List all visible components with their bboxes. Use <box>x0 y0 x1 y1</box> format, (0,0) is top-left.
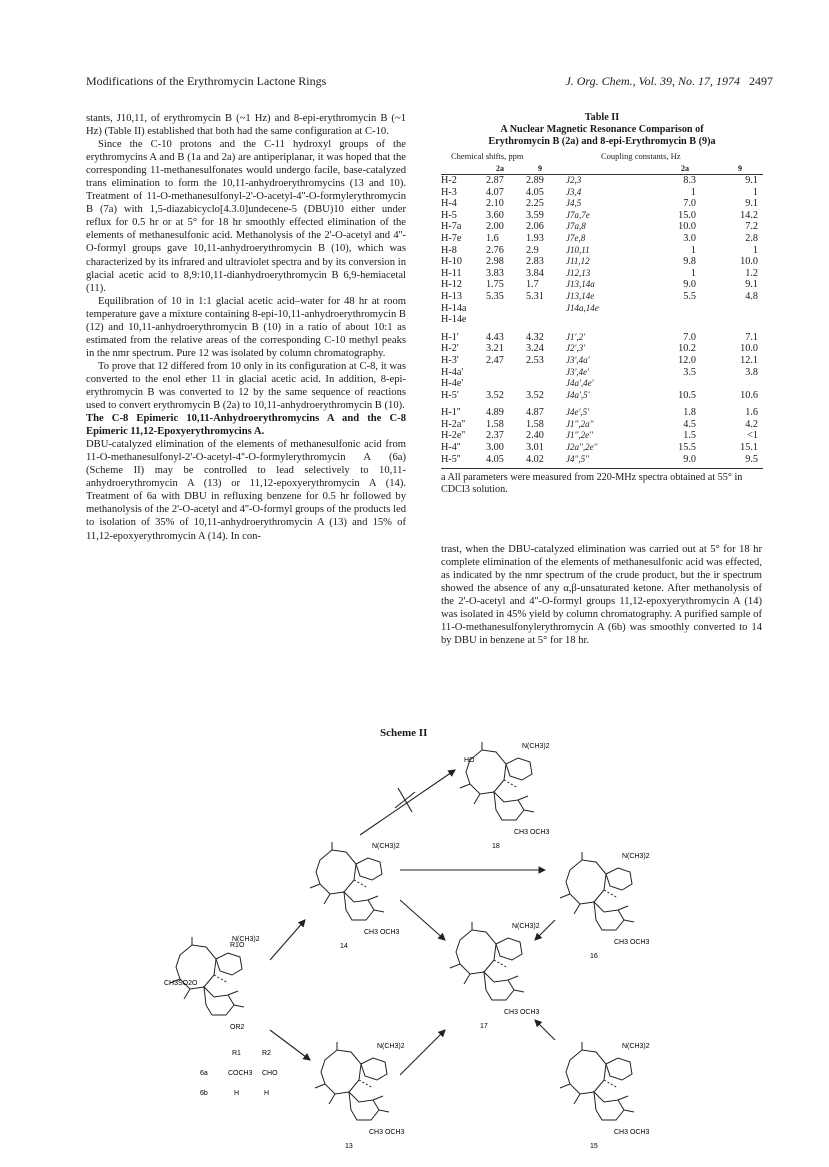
table-subheaders <box>441 164 763 175</box>
row-6a-r2: CHO <box>262 1070 278 1077</box>
reaction-scheme <box>160 740 680 1160</box>
table-cell: J7e,8 <box>566 232 586 243</box>
nme2-label: N(CH3)2 <box>232 936 260 943</box>
table-cell: J4,5 <box>566 198 582 209</box>
mesyl-label: CH3SO2O <box>164 980 198 987</box>
blocked-mark <box>398 788 412 812</box>
page-number: 2497 <box>749 74 773 88</box>
table-row <box>441 245 763 257</box>
nme2-label: N(CH3)2 <box>372 843 400 850</box>
table-cell: 3.8 <box>745 366 758 378</box>
table-cell: 1.6 <box>486 232 499 244</box>
arrow-15-to-17 <box>535 1020 555 1040</box>
table-cell: 1.75 <box>486 279 504 291</box>
table-cell: 5.5 <box>683 290 696 302</box>
table-cell: 1 <box>690 244 696 256</box>
nmr-table <box>441 112 763 496</box>
compound-13 <box>315 1042 405 1150</box>
table-cell: J2,3 <box>566 175 582 185</box>
compound-18 <box>460 742 550 850</box>
paragraph: Equilibration of 10 in 1:1 glacial acetic acid–water for 48 hr at room temperature gave a mixture containing 8-epi-10,11-anhydroerythromycin B (12) and 10,11-anhydroerythromycin B (10) in a ratio of about 10:1 as estimated from the relative areas of the corresponding C-10 methyl peaks in the nmr spectrum. Pure 12 was isolated by column chromatography. <box>86 295 406 359</box>
table-cell: 2.9 <box>526 244 539 256</box>
table-group-headers <box>441 150 763 164</box>
table-row <box>441 256 763 268</box>
paragraph: Since the C-10 protons and the C-11 hydroxyl groups of the erythromycins A and B (1a and 2a) are antiperiplanar, it was hoped that the corresponding 11-methanesulfonates would undergo facile, base-catalyzed trans elimination to form the 10,11-anhydroerythromycins (13 and 10). Treatment of 11-O-methanesulfonyl-2'-O-acetyl-4''-O-formylerythromycin B (7a) with 1,5-diazabicyclo[4.3.0]undecene-5 (DBU)10 either under reflux for 0.5 hr or at 5° for 18 hr smoothly effected elimination of the elements of methanesulfonic acid. Methanolysis of the 2'-O-acetyl and 4''-O-formyl groups gave 10,11-anhydroerythromycin B (10), which was characterized by its infrared and ultraviolet spectra and by its conversion in glacial acetic acid to 8,9:10,11-dianhydroerythromycin B 6,9-hemiacetal (11). <box>86 139 406 294</box>
table-cell: H-4e' <box>441 378 464 390</box>
och3-label: CH3 OCH3 <box>369 1129 405 1136</box>
table-cell: 1.58 <box>486 418 504 430</box>
table-cell: 9.1 <box>745 279 758 291</box>
table-cell: J1',2' <box>566 331 586 342</box>
nme2-label: N(CH3)2 <box>377 1043 405 1050</box>
ho-label: HO <box>464 757 475 764</box>
coupling-header: Coupling constants, Hz <box>601 151 681 161</box>
table-cell: 1 <box>752 186 758 198</box>
nme2-label: N(CH3)2 <box>512 923 540 930</box>
table-cell: H-12 <box>441 279 462 291</box>
table-cell: J12,13 <box>566 267 591 278</box>
table-cell: 1.2 <box>745 267 758 279</box>
table-row <box>441 268 763 280</box>
table-cell: 3.52 <box>486 389 504 401</box>
table-cell: 9.1 <box>745 175 758 186</box>
table-cell: 4.87 <box>526 407 544 419</box>
table-label: Table II <box>584 112 620 123</box>
table-row <box>441 332 763 344</box>
arrow-6-to-14 <box>270 920 305 960</box>
table-cell: H-13 <box>441 290 462 302</box>
table-cell: H-10 <box>441 256 462 268</box>
compound-number: 14 <box>340 943 348 950</box>
table-cell: 3.83 <box>486 267 504 279</box>
paragraph: To prove that 12 differed from 10 only in its configuration at C-8, it was converted to the enol ether 11 in glacial acetic acid. In addition, 8-epi-erythromycin B was converted to 12 by the same sequence of reactions used to convert erythromycin B (2a) to 10,11-anhydroerythromycin B (10). <box>86 360 406 412</box>
compound-6 <box>164 936 278 1097</box>
table-cell: 15.5 <box>678 442 696 454</box>
och3-label: CH3 OCH3 <box>614 1129 650 1136</box>
table-cell: 3.0 <box>683 232 696 244</box>
col-2a: 2a <box>681 164 689 173</box>
nme2-label: N(CH3)2 <box>622 853 650 860</box>
col-2a: 2a <box>496 164 504 173</box>
table-cell: 1.7 <box>526 279 539 291</box>
table-cell: H-4a' <box>441 366 464 378</box>
table-cell: 3.59 <box>526 209 544 221</box>
r2-header: R2 <box>262 1050 271 1057</box>
table-cell: 4.02 <box>526 453 544 465</box>
table-cell: 3.21 <box>486 343 504 355</box>
table-cell: H-14e <box>441 314 467 326</box>
table-row <box>441 407 763 419</box>
table-cell: 9.1 <box>745 198 758 210</box>
table-cell: H-2' <box>441 343 459 355</box>
compound-17 <box>450 922 540 1030</box>
paragraph: stants, J10,11, of erythromycin B (~1 Hz) and 8-epi-erythromycin B (~1 Hz) (Table II) established that both had the same configuration at C-10. <box>86 113 406 138</box>
table-cell: J3',4a' <box>566 354 590 365</box>
table-cell: H-2 <box>441 175 457 186</box>
table-footnote: a All parameters were measured from 220-MHz spectra obtained at 55° in CDCl3 solution. <box>441 468 763 496</box>
table-row <box>441 343 763 355</box>
table-cell: 10.6 <box>740 389 758 401</box>
table-cell: J14a,14e <box>566 302 599 313</box>
table-row <box>441 454 763 466</box>
table-cell: 3.60 <box>486 209 504 221</box>
table-cell: J4a',4e' <box>566 378 594 389</box>
table-cell: 2.40 <box>526 430 544 442</box>
table-cell: 4.07 <box>486 186 504 198</box>
or2-label: OR2 <box>230 1024 245 1031</box>
table-cell: H-5' <box>441 389 459 401</box>
table-cell: 1 <box>752 244 758 256</box>
table-cell: 2.10 <box>486 198 504 210</box>
table-cell: J7a,7e <box>566 209 590 220</box>
table-cell: J3,4 <box>566 186 582 197</box>
col-9: 9 <box>738 164 742 173</box>
r1-header: R1 <box>232 1050 241 1057</box>
table-cell: H-14a <box>441 302 467 314</box>
table-cell: 4.8 <box>745 290 758 302</box>
table-cell: 1 <box>690 267 696 279</box>
compound-14 <box>310 842 400 950</box>
row-6a: 6a <box>200 1070 208 1077</box>
table-row <box>441 279 763 291</box>
table-row <box>441 442 763 454</box>
table-row <box>441 314 763 326</box>
compound-15 <box>560 1042 650 1150</box>
table-cell: J2',3' <box>566 343 586 354</box>
table-row <box>441 367 763 379</box>
table-cell: J2a'',2e'' <box>566 442 598 453</box>
table-cell: 1.5 <box>683 430 696 442</box>
compound-number: 17 <box>480 1023 488 1030</box>
table-cell: 1 <box>690 186 696 198</box>
table-cell: 10.0 <box>678 221 696 233</box>
right-column <box>441 543 762 647</box>
journal-name: J. Org. Chem., Vol. 39, No. 17, 1974 <box>565 74 740 88</box>
table-cell: 2.98 <box>486 256 504 268</box>
table-cell: 9.8 <box>683 256 696 268</box>
table-row <box>441 378 763 390</box>
table-cell: 2.47 <box>486 354 504 366</box>
table-cell: 3.5 <box>683 366 696 378</box>
table-cell: 5.31 <box>526 290 544 302</box>
table-cell: 7.0 <box>683 198 696 210</box>
table-row <box>441 233 763 245</box>
table-cell: 10.2 <box>678 343 696 355</box>
table-cell: J11,12 <box>566 256 590 267</box>
table-cell: 2.00 <box>486 221 504 233</box>
table-cell: 7.0 <box>683 331 696 343</box>
left-column <box>86 112 406 543</box>
table-cell: 12.0 <box>678 354 696 366</box>
table-cell: 4.05 <box>526 186 544 198</box>
arrow-13-to-17 <box>400 1030 445 1075</box>
arrow-14-to-18 <box>360 770 455 835</box>
table-cell: 15.0 <box>678 209 696 221</box>
table-cell: J4'',5'' <box>566 453 589 464</box>
table-cell: J13,14e <box>566 290 595 301</box>
row-6a-r1: COCH3 <box>228 1070 253 1077</box>
table-cell: 3.01 <box>526 442 544 454</box>
table-cell: 9.5 <box>745 453 758 465</box>
table-cell: 2.87 <box>486 175 504 186</box>
compound-number: 18 <box>492 843 500 850</box>
table-cell: H-2a'' <box>441 418 466 430</box>
section-heading: The C-8 Epimeric 10,11-Anhydroerythromycins A and the C-8 Epimeric 11,12-Epoxyerythromycins A. <box>86 413 406 438</box>
row-6b-r2: H <box>264 1090 270 1097</box>
table-cell: 8.3 <box>683 175 696 186</box>
table-row <box>441 175 763 187</box>
row-6b-r1: H <box>234 1090 240 1097</box>
table-cell: 2.8 <box>745 232 758 244</box>
table-row <box>441 210 763 222</box>
table-cell: 2.83 <box>526 256 544 268</box>
table-cell: 2.06 <box>526 221 544 233</box>
table-cell: 3.24 <box>526 343 544 355</box>
table-cell: 4.89 <box>486 407 504 419</box>
table-cell: 1.8 <box>683 407 696 419</box>
scheme-title: Scheme II <box>380 727 428 739</box>
table-cell: J3',4e' <box>566 366 590 377</box>
compound-number: 13 <box>345 1143 353 1150</box>
compound-number: 15 <box>590 1143 598 1150</box>
table-cell: H-3' <box>441 354 459 366</box>
table-cell: H-4'' <box>441 442 461 454</box>
paragraph: trast, when the DBU-catalyzed elimination was carried out at 5° for 18 hr complete elimination of the elements of methanesulfonic acid was effected, as indicated by the nmr spectrum of the crude product, but the ir spectrum showed the absence of any α,β-unsaturated ketone. After methanolysis of the 2'-O-acetyl and 4''-O-formyl groups 11,12-epoxyerythromycin A (14) was isolated in 45% yield by column chromatography. A purified sample of 11-O-methanesulfonylerythromycin A (6b) was smoothly converted to 14 by DBU in benzene at 5° for 18 hr. <box>441 544 762 647</box>
row-6b: 6b <box>200 1090 208 1097</box>
arrow-6-to-13 <box>270 1030 310 1060</box>
table-cell: H-8 <box>441 244 457 256</box>
table-row <box>441 187 763 199</box>
och3-label: CH3 OCH3 <box>514 829 550 836</box>
table-body <box>441 175 763 465</box>
table-cell: 14.2 <box>740 209 758 221</box>
compound-16 <box>560 852 650 960</box>
table-cell: 4.32 <box>526 331 544 343</box>
table-cell: 1.6 <box>745 407 758 419</box>
table-cell: 3.52 <box>526 389 544 401</box>
table-cell: H-7e <box>441 232 462 244</box>
table-cell: 2.53 <box>526 354 544 366</box>
table-row <box>441 419 763 431</box>
table-cell: 10.0 <box>740 343 758 355</box>
table-cell: 3.00 <box>486 442 504 454</box>
table-cell: H-4 <box>441 198 457 210</box>
table-cell: 7.1 <box>745 331 758 343</box>
nme2-label: N(CH3)2 <box>622 1043 650 1050</box>
table-cell: 2.89 <box>526 175 544 186</box>
table-cell: 2.25 <box>526 198 544 210</box>
r1o-label: R1O <box>230 942 245 949</box>
chemical-shift-header: Chemical shifts, ppm <box>451 151 524 161</box>
table-cell: 4.05 <box>486 453 504 465</box>
table-row <box>441 303 763 315</box>
paragraph: DBU-catalyzed elimination of the elements of methanesulfonic acid from 11-O-methanesulfonyl-2'-O-acetyl-4''-O-formylerythromycin A (6a) (Scheme II) may be controlled to lead selectively to 10,11-anhydroerythromycin A (13) or 11,12-epoxyerythromycin A (14). Treatment of 6a with DBU in refluxing benzene for 0.5 hr followed by methanolysis of the 2'-O-acetyl and 4''-O-formyl groups of the products led to isolation of 35% of 10,11-anhydroerythromycin A (13) and 15% of 11,12-epoxyerythromycin A (14). In con- <box>86 439 406 542</box>
table-cell: 2.76 <box>486 244 504 256</box>
table-row <box>441 221 763 233</box>
table-cell: J1'',2e'' <box>566 430 593 441</box>
journal-citation <box>565 74 773 89</box>
table-cell: 12.1 <box>740 354 758 366</box>
table-row <box>441 291 763 303</box>
table-cell: 2.37 <box>486 430 504 442</box>
table-title: A Nuclear Magnetic Resonance Comparison of <box>500 124 704 135</box>
table-cell: H-11 <box>441 267 462 279</box>
table-row <box>441 390 763 402</box>
nme2-label: N(CH3)2 <box>522 743 550 750</box>
table-cell: J10,11 <box>566 244 590 255</box>
table-cell: 10.0 <box>740 256 758 268</box>
table-cell: H-2e'' <box>441 430 466 442</box>
table-cell: 4.5 <box>683 418 696 430</box>
table-cell: 9.0 <box>683 279 696 291</box>
table-cell: H-5'' <box>441 453 461 465</box>
table-cell: J4a',5' <box>566 389 590 400</box>
table-cell: 15.1 <box>740 442 758 454</box>
table-cell: J13,14a <box>566 279 595 290</box>
table-cell: 1.58 <box>526 418 544 430</box>
running-header: Modifications of the Erythromycin Lactone Rings <box>86 74 327 88</box>
table-row <box>441 430 763 442</box>
table-cell: H-1' <box>441 331 459 343</box>
table-row <box>441 355 763 367</box>
table-cell: 9.0 <box>683 453 696 465</box>
table-cell: 10.5 <box>678 389 696 401</box>
table-cell: 4.43 <box>486 331 504 343</box>
table-cell: J1'',2a'' <box>566 418 594 429</box>
table-row <box>441 198 763 210</box>
table-cell: <1 <box>747 430 758 442</box>
table-cell: J4e',5' <box>566 407 590 418</box>
och3-label: CH3 OCH3 <box>504 1009 540 1016</box>
table-cell: 5.35 <box>486 290 504 302</box>
table-cell: H-7a <box>441 221 462 233</box>
och3-label: CH3 OCH3 <box>364 929 400 936</box>
table-cell: 3.84 <box>526 267 544 279</box>
arrow-14-to-17 <box>400 900 445 940</box>
table-title: Erythromycin B (2a) and 8-epi-Erythromycin B (9)a <box>488 136 716 147</box>
och3-label: CH3 OCH3 <box>614 939 650 946</box>
table-cell: H-5 <box>441 209 457 221</box>
table-cell: J7a,8 <box>566 221 586 232</box>
table-cell: 4.2 <box>745 418 758 430</box>
compound-number: 16 <box>590 953 598 960</box>
table-cell: H-1'' <box>441 407 461 419</box>
table-cell: H-3 <box>441 186 457 198</box>
table-cell: 7.2 <box>745 221 758 233</box>
col-9: 9 <box>538 164 542 173</box>
table-cell: 1.93 <box>526 232 544 244</box>
